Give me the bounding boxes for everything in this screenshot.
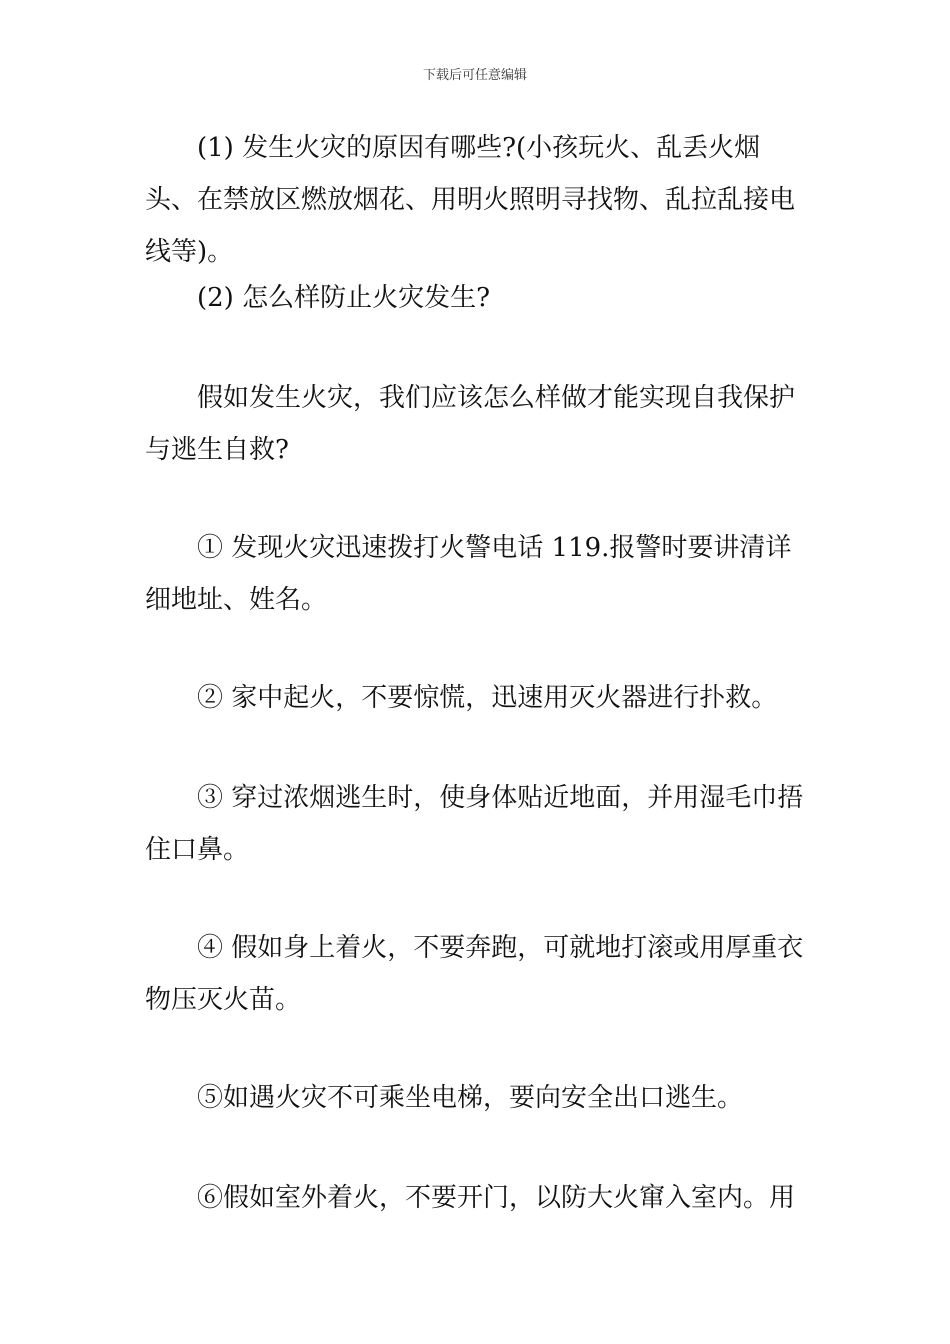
list-item-smoke-escape: ③ 穿过浓烟逃生时，使身体贴近地面，并用湿毛巾捂住口鼻。 <box>145 783 804 865</box>
list-item-outdoor-fire: ⑥假如室外着火，不要开门，以防大火窜入室内。用 <box>197 1183 796 1213</box>
paragraph-fire-causes: (1) 发生火灾的原因有哪些?(小孩玩火、乱丢火烟头、在禁放区燃放烟花、用明火照明寻找物、乱拉乱接电线等)。 <box>145 133 796 267</box>
paragraph-self-rescue-question: 假如发生火灾，我们应该怎么样做才能实现自我保护与逃生自救? <box>145 383 796 465</box>
list-item-no-elevator: ⑤如遇火灾不可乘坐电梯，要向安全出口逃生。 <box>197 1083 744 1113</box>
paragraph-fire-prevention: (2) 怎么样防止火灾发生? <box>197 283 491 313</box>
list-item-call-119: ① 发现火灾迅速拨打火警电话 119.报警时要讲清详细地址、姓名。 <box>145 533 792 615</box>
list-item-clothes-on-fire: ④ 假如身上着火，不要奔跑，可就地打滚或用厚重衣物压灭火苗。 <box>145 933 804 1015</box>
list-item-use-extinguisher: ② 家中起火，不要惊慌，迅速用灭火器进行扑救。 <box>197 683 778 713</box>
page-header: 下载后可任意编辑 <box>422 68 527 83</box>
